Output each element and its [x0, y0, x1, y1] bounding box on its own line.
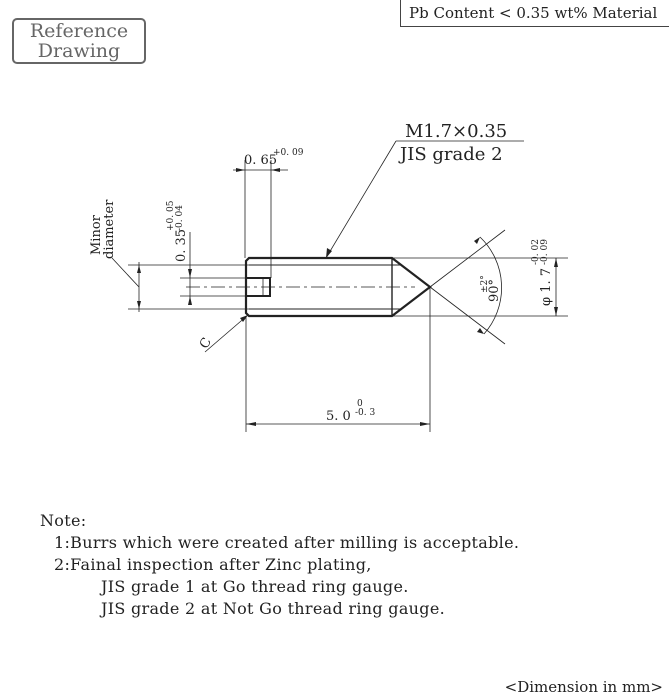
minor-diameter-label-2: diameter [102, 199, 117, 259]
angle-value: 90° [487, 278, 502, 302]
length-upper: 0 [357, 399, 363, 409]
slot-width-tolerance: +0. 09 [273, 148, 304, 158]
slot-width-value: 0. 65 [244, 153, 278, 168]
thread-spec-leader [326, 141, 396, 258]
diameter-value: φ 1. 7 [539, 267, 554, 306]
diameter-upper: -0. 02 [531, 239, 541, 265]
angle-tolerance: ±2° [480, 275, 490, 293]
note-2: 2:Fainal inspection after Zinc plating, [54, 555, 372, 574]
notes-block [40, 510, 519, 620]
thread-grade: JIS grade 2 [400, 144, 503, 165]
length-value: 5. 0 [326, 409, 351, 424]
slot-depth-upper: +0. 05 [166, 200, 176, 231]
slot-depth-lower: -0. 04 [175, 205, 185, 231]
material-note: Pb Content < 0.35 wt% Material [400, 0, 669, 27]
slot-depth-value: 0. 35 [174, 228, 189, 262]
dimension-unit-note: <Dimension in mm> [504, 678, 663, 696]
stamp-line-2: Drawing [37, 40, 121, 62]
note-2b: JIS grade 2 at Not Go thread ring gauge. [101, 599, 445, 618]
diameter-lower: -0. 09 [540, 239, 550, 265]
note-1: 1:Burrs which were created after milling is acceptable. [54, 533, 520, 552]
minor-diameter-label-1: Minor [89, 215, 104, 255]
thread-spec: M1.7×0.35 [405, 121, 508, 142]
notes-title: Note: [40, 511, 87, 530]
note-2a: JIS grade 1 at Go thread ring gauge. [101, 577, 409, 596]
length-lower: -0. 3 [355, 408, 376, 418]
stamp-line-1: Reference [29, 20, 129, 42]
chamfer-label: C [196, 335, 215, 352]
minor-dia-leader [112, 258, 139, 287]
